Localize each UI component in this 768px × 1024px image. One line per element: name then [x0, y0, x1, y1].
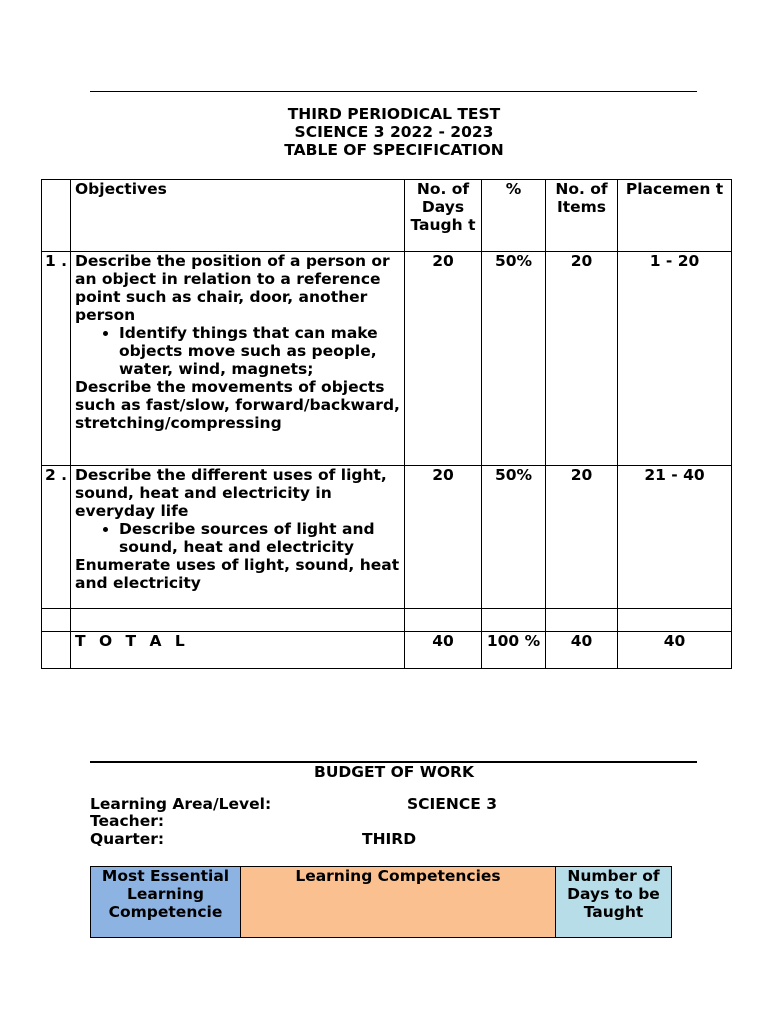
top-divider — [90, 91, 697, 92]
quarter-label: Quarter: — [90, 830, 165, 848]
row-number: 2 . — [42, 466, 71, 609]
header-learning-competencies: Learning Competencies — [241, 867, 556, 938]
objective-bullets — [75, 520, 400, 556]
total-percent: 100 % — [482, 632, 546, 669]
total-items: 40 — [546, 632, 618, 669]
percent-cell: 50% — [482, 466, 546, 609]
objective-main: Describe the position of a person or an object in relation to a reference point such as chair, door, another person — [75, 252, 390, 324]
header-objectives: Objectives — [71, 180, 405, 252]
header-num — [42, 180, 71, 252]
table-row — [42, 466, 732, 609]
objective-cell — [71, 466, 405, 609]
placement-cell: 1 - 20 — [618, 252, 732, 466]
test-title: THIRD PERIODICAL TEST — [287, 105, 501, 123]
learning-area-label: Learning Area/Level: — [90, 795, 272, 813]
budget-of-work-table — [90, 866, 672, 938]
quarter-value: THIRD — [362, 830, 417, 848]
empty-row — [42, 609, 732, 632]
table-row — [42, 252, 732, 466]
objective-main: Describe the different uses of light, sound, heat and electricity in everyday life — [75, 466, 387, 520]
row-number: 1 . — [42, 252, 71, 466]
total-row — [42, 632, 732, 669]
objective-bullet: • Identify things that can make objects move such as people, water, wind, magnets; — [119, 324, 400, 378]
teacher-label: Teacher: — [90, 812, 165, 830]
objective-bullets — [75, 324, 400, 378]
tos-title: TABLE OF SPECIFICATION — [284, 141, 504, 159]
header-percent: % — [482, 180, 546, 252]
header-melc: Most Essential Learning Competencie — [91, 867, 241, 938]
header-days-to-be-taught: Number of Days to be Taught — [556, 867, 672, 938]
header-days: No. of Days Taugh t — [405, 180, 482, 252]
total-placement: 40 — [618, 632, 732, 669]
subject-year: SCIENCE 3 2022 - 2023 — [294, 123, 494, 141]
budget-header-row — [91, 867, 672, 938]
table-of-specification — [41, 179, 732, 669]
objective-after: Enumerate uses of light, sound, heat and electricity — [75, 556, 400, 592]
budget-title: BUDGET OF WORK — [314, 763, 474, 781]
items-cell: 20 — [546, 252, 618, 466]
items-cell: 20 — [546, 466, 618, 609]
table-header-row — [42, 180, 732, 252]
days-cell: 20 — [405, 466, 482, 609]
header-items: No. of Items — [546, 180, 618, 252]
header-placement: Placemen t — [618, 180, 732, 252]
percent-cell: 50% — [482, 252, 546, 466]
objective-cell — [71, 252, 405, 466]
days-cell: 20 — [405, 252, 482, 466]
objective-after: Describe the movements of objects such as fast/slow, forward/backward, stretching/compressing — [75, 378, 400, 432]
total-label: T O T A L — [71, 632, 405, 669]
objective-bullet: • Describe sources of light and sound, heat and electricity — [119, 520, 400, 556]
learning-area-value: SCIENCE 3 — [407, 795, 498, 813]
total-days: 40 — [405, 632, 482, 669]
placement-cell: 21 - 40 — [618, 466, 732, 609]
